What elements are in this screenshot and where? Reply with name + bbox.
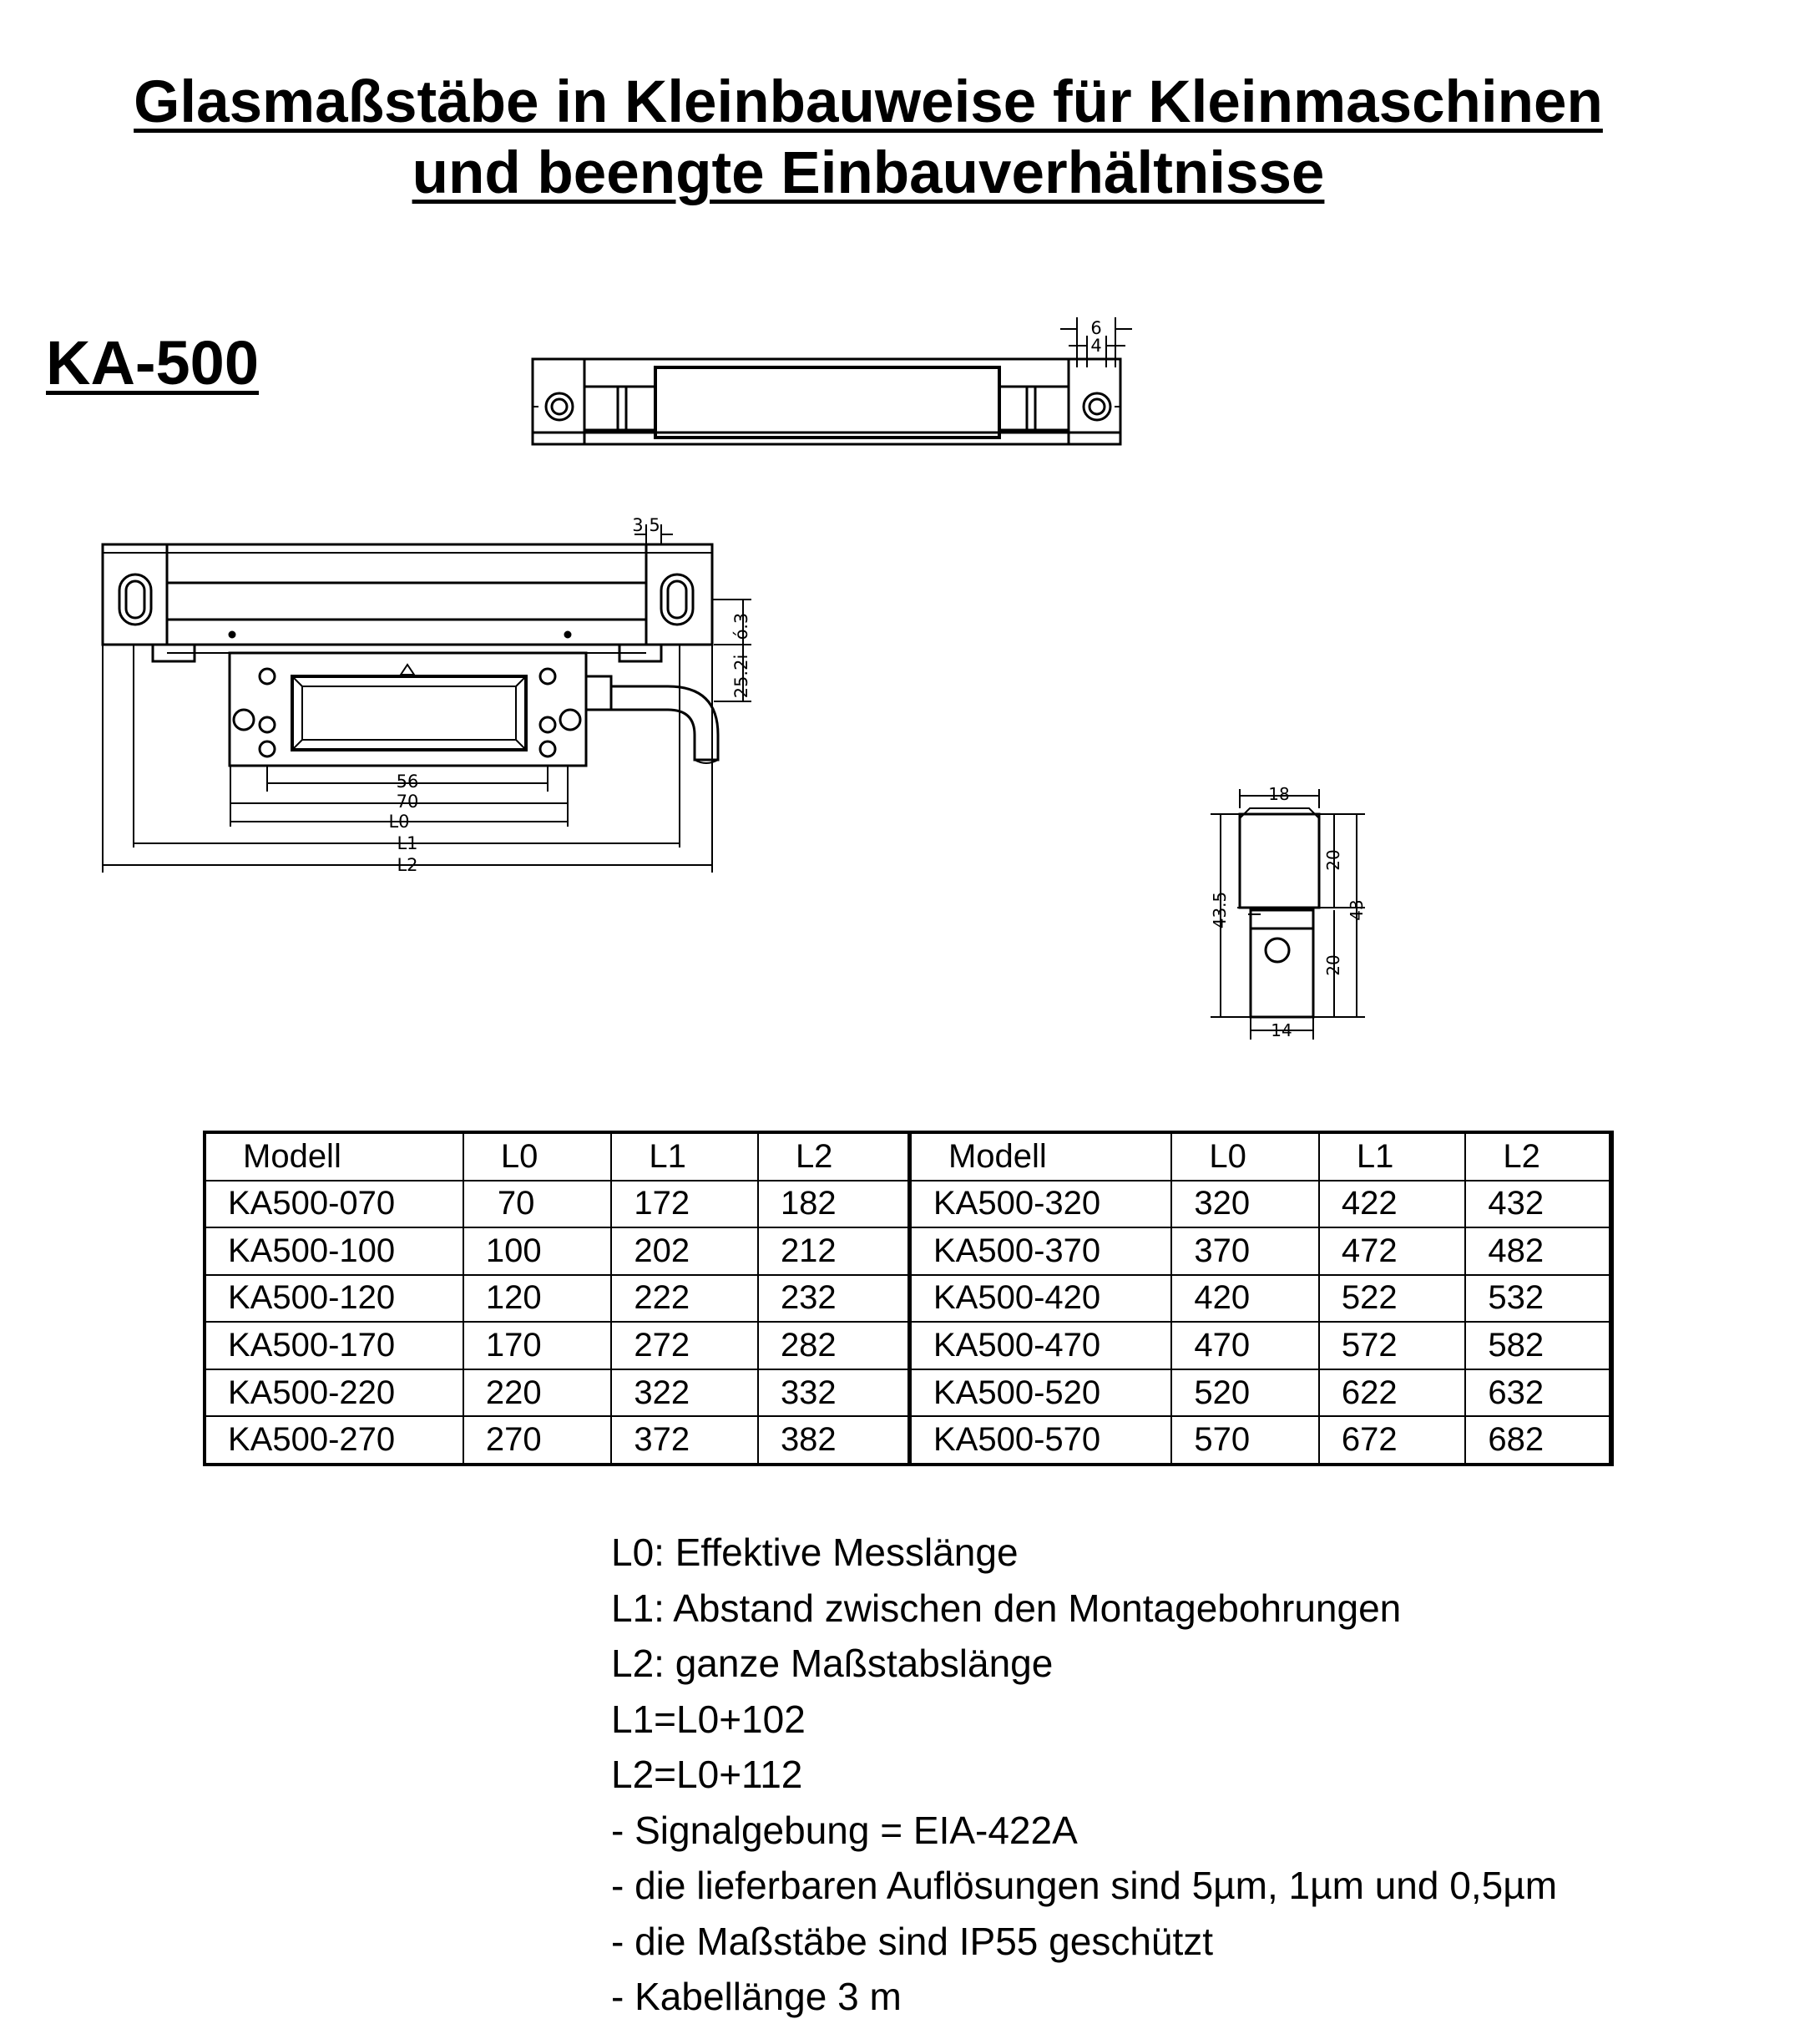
table-cell: 470 <box>1171 1322 1319 1369</box>
table-cell: 572 <box>1319 1322 1466 1369</box>
table-cell: 672 <box>1319 1416 1466 1465</box>
table-cell: 100 <box>463 1227 612 1275</box>
table-cell: 522 <box>1319 1275 1466 1323</box>
note-line: L2: ganze Maßstabslänge <box>611 1642 1054 1685</box>
table-cell: 232 <box>758 1275 910 1323</box>
dim-20-lower: 20 <box>1323 954 1343 976</box>
table-row <box>205 1322 1611 1369</box>
table-header-cell: L2 <box>1465 1132 1611 1181</box>
table-header-cell: L0 <box>463 1132 612 1181</box>
table-cell: 220 <box>463 1369 612 1417</box>
table-cell: 582 <box>1465 1322 1611 1369</box>
table-header-cell: Modell <box>205 1132 463 1181</box>
table-cell: 420 <box>1171 1275 1319 1323</box>
dim-3-5: 3.5 <box>632 515 660 535</box>
table-cell: 382 <box>758 1416 910 1465</box>
dim-70: 70 <box>396 792 419 812</box>
table-cell: 270 <box>463 1416 612 1465</box>
table-row <box>205 1416 1611 1465</box>
table-cell: 222 <box>611 1275 758 1323</box>
table-cell: 170 <box>463 1322 612 1369</box>
dim-0-3: ó.3 <box>731 612 751 640</box>
table-cell: KA500-220 <box>205 1369 463 1417</box>
table-row <box>205 1227 1611 1275</box>
table-row <box>205 1275 1611 1323</box>
dim-6: 6 <box>1090 318 1102 338</box>
table-cell: 172 <box>611 1181 758 1228</box>
table-cell: KA500-070 <box>205 1181 463 1228</box>
table-cell: 532 <box>1465 1275 1611 1323</box>
table-cell: 320 <box>1171 1181 1319 1228</box>
table-cell: KA500-520 <box>909 1369 1171 1417</box>
notes-list <box>611 1525 1557 2025</box>
table-cell: 332 <box>758 1369 910 1417</box>
note-line: - Kabellänge 3 m <box>611 1975 902 2018</box>
note-line: L1=L0+102 <box>611 1697 806 1741</box>
table-header-cell: L1 <box>1319 1132 1466 1181</box>
note-line: L2=L0+112 <box>611 1753 803 1796</box>
table-cell: 622 <box>1319 1369 1466 1417</box>
model-table <box>203 1131 1614 1466</box>
dim-20-upper: 20 <box>1323 849 1343 871</box>
note-line: L1: Abstand zwischen den Montagebohrungen <box>611 1586 1402 1630</box>
dim-14: 14 <box>1271 1020 1292 1040</box>
table-row <box>205 1369 1611 1417</box>
note-line: - die lieferbaren Auflösungen sind 5µm, 1µm und 0,5µm <box>611 1864 1558 1907</box>
table-cell: 632 <box>1465 1369 1611 1417</box>
table-header-row <box>205 1132 1611 1181</box>
table-cell: 570 <box>1171 1416 1319 1465</box>
table-cell: KA500-420 <box>909 1275 1171 1323</box>
table-cell: 472 <box>1319 1227 1466 1275</box>
dim-43-5: 43.5 <box>1210 891 1230 929</box>
table-cell: 212 <box>758 1227 910 1275</box>
table-cell: KA500-470 <box>909 1322 1171 1369</box>
dim-56: 56 <box>396 772 419 792</box>
model-heading: KA-500 <box>46 328 259 397</box>
note-line: - die Maßstäbe sind IP55 geschützt <box>611 1919 1214 1963</box>
table-cell: 120 <box>463 1275 612 1323</box>
table-cell: 482 <box>1465 1227 1611 1275</box>
table-cell: 182 <box>758 1181 910 1228</box>
table-cell: KA500-370 <box>909 1227 1171 1275</box>
dim-43: 43 <box>1347 899 1367 921</box>
page-title-line-2: und beengte Einbauverhältnisse <box>412 140 1325 206</box>
front-view-drawing <box>92 509 760 877</box>
table-cell: 70 <box>463 1181 612 1228</box>
note-line: L0: Effektive Messlänge <box>611 1531 1019 1574</box>
table-cell: 372 <box>611 1416 758 1465</box>
note-line: - Signalgebung = EIA-422A <box>611 1808 1078 1852</box>
table-header-cell: L1 <box>611 1132 758 1181</box>
table-cell: KA500-100 <box>205 1227 463 1275</box>
table-cell: KA500-320 <box>909 1181 1171 1228</box>
side-view-drawing <box>1202 777 1386 1044</box>
table-header-cell: L0 <box>1171 1132 1319 1181</box>
dim-l1: L1 <box>397 833 418 853</box>
dim-4: 4 <box>1090 336 1102 356</box>
table-header-cell: L2 <box>758 1132 910 1181</box>
table-cell: 370 <box>1171 1227 1319 1275</box>
table-row <box>205 1181 1611 1228</box>
dim-l2: L2 <box>397 855 418 875</box>
top-view-drawing <box>518 309 1135 459</box>
table-cell: 682 <box>1465 1416 1611 1465</box>
table-cell: 322 <box>611 1369 758 1417</box>
table-cell: KA500-270 <box>205 1416 463 1465</box>
table-cell: KA500-120 <box>205 1275 463 1323</box>
table-cell: 520 <box>1171 1369 1319 1417</box>
table-cell: 282 <box>758 1322 910 1369</box>
table-cell: KA500-570 <box>909 1416 1171 1465</box>
dim-18: 18 <box>1268 784 1290 804</box>
table-cell: 272 <box>611 1322 758 1369</box>
table-header-cell: Modell <box>909 1132 1171 1181</box>
dim-l0: L0 <box>388 812 410 832</box>
dim-25-2: 25.2i <box>731 654 751 699</box>
table-cell: 202 <box>611 1227 758 1275</box>
table-cell: 432 <box>1465 1181 1611 1228</box>
table-cell: KA500-170 <box>205 1322 463 1369</box>
page-title-line-1: Glasmaßstäbe in Kleinbauweise für Kleinmaschinen <box>134 69 1603 135</box>
table-cell: 422 <box>1319 1181 1466 1228</box>
